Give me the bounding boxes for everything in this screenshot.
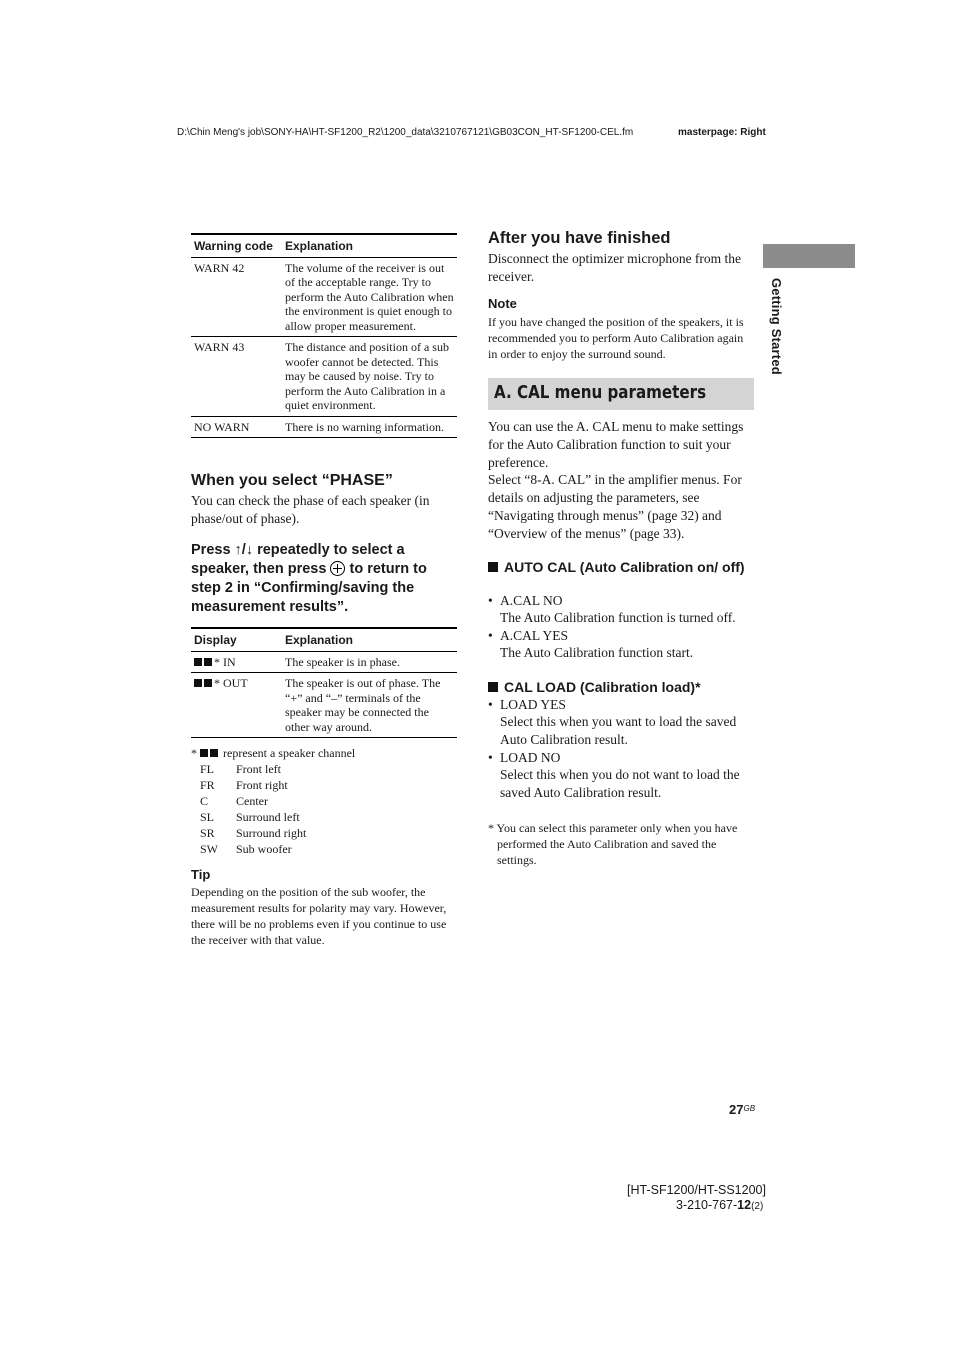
phase-intro: You can check the phase of each speaker (in phase/out of phase). [191, 493, 430, 526]
table-header: Display [191, 628, 282, 651]
channel-square-icon [204, 658, 212, 666]
page-number-suffix: GB [743, 1104, 756, 1113]
channel-code: SW [200, 842, 218, 856]
option-label: LOAD YES [500, 697, 566, 712]
warning-code: WARN 43 [191, 337, 282, 417]
bullet-dot: • [488, 750, 493, 765]
auto-cal-heading-text: AUTO CAL (Auto Calibration on/ off) [504, 559, 745, 575]
warning-code: NO WARN [191, 416, 282, 438]
section-tab-marker [763, 244, 855, 268]
masterpage-label: masterpage: Right [678, 127, 766, 138]
document-code-suffix: (2) [751, 1201, 764, 1212]
document-code [676, 1198, 763, 1212]
channel-square-icon [194, 658, 202, 666]
table-header: Explanation [282, 628, 457, 651]
option-description: Select this when you want to load the saved Auto Calibration result. [500, 714, 737, 747]
warning-explanation: There is no warning information. [282, 416, 457, 438]
table-row [191, 416, 457, 438]
display-explanation: The speaker is in phase. [282, 651, 457, 673]
tip-heading: Tip [191, 867, 211, 882]
channel-name: Front left [236, 762, 281, 776]
section-bullet-icon [488, 682, 498, 692]
option-label: A.CAL NO [500, 593, 563, 608]
channel-name: Surround left [236, 810, 300, 824]
page-number-value: 27 [729, 1102, 744, 1117]
section-tab-label: Getting Started [769, 278, 784, 375]
cal-load-heading [488, 679, 754, 695]
section-bullet-icon [488, 562, 498, 572]
display-label: * IN [214, 654, 236, 669]
channel-name: Sub woofer [236, 842, 292, 856]
table-header: Explanation [282, 234, 457, 257]
cal-load-footnote: * You can select this parameter only when you have performed the Auto Calibration and saved the settings. [488, 821, 738, 867]
display-explanation: The speaker is out of phase. The “+” and “–” terminals of the speaker may be connected the other way around. [282, 673, 457, 738]
channel-code: SL [200, 810, 215, 824]
footnote-title-text: represent a speaker channel [223, 746, 356, 760]
model-number: [HT-SF1200/HT-SS1200] [627, 1183, 766, 1197]
channel-footnote-title [191, 745, 355, 761]
channel-code: C [200, 794, 209, 808]
warning-explanation: The volume of the receiver is out of the acceptable range. Try to perform the Auto Calibration when the environment is quiet enough to allow proper measurement. [282, 257, 457, 337]
warning-explanation: The distance and position of a sub woofer cannot be detected. This may be caused by noise. Try to perform the Auto Calibration in a quiet environment. [282, 337, 457, 417]
warning-code: WARN 42 [191, 257, 282, 337]
channel-square-icon [200, 749, 208, 757]
bullet-dot: • [488, 628, 493, 643]
table-row [191, 337, 457, 417]
channel-code: SR [200, 826, 215, 840]
display-value [191, 673, 282, 738]
bullet-dot: • [488, 697, 493, 712]
channel-code: FL [200, 762, 215, 776]
option-description: The Auto Calibration function is turned off. [500, 610, 736, 625]
cal-load-heading-text: CAL LOAD (Calibration load)* [504, 679, 701, 695]
channel-square-icon [194, 679, 202, 687]
document-code-revision: 12 [737, 1198, 752, 1212]
step-text-part1: Press ↑/↓ repeatedly to select a speaker, then press [191, 542, 405, 577]
auto-cal-heading [488, 559, 754, 575]
phase-heading: When you select “PHASE” [191, 472, 393, 489]
channel-square-icon [204, 679, 212, 687]
table-row [191, 257, 457, 337]
table-row [191, 651, 457, 673]
warning-code-table [191, 233, 457, 438]
footnote-marker: * [191, 746, 197, 760]
option-description: Select this when you do not want to load the saved Auto Calibration result. [500, 767, 740, 800]
channel-square-icon [210, 749, 218, 757]
note-heading: Note [488, 296, 517, 311]
acal-intro: You can use the A. CAL menu to make settings for the Auto Calibration function to suit your preference. [488, 419, 744, 470]
table-header: Warning code [191, 234, 282, 257]
channel-name: Surround right [236, 826, 307, 840]
document-code-prefix: 3-210-767- [676, 1198, 738, 1212]
option-label: A.CAL YES [500, 628, 569, 643]
option-description: The Auto Calibration function start. [500, 645, 694, 660]
display-value [191, 651, 282, 673]
display-table [191, 627, 457, 738]
tip-text: Depending on the position of the sub woofer, the measurement results for polarity may vary. However, there will be no problems even if you continue to use the receiver with that value. [191, 885, 447, 947]
step-text-part2: to return to step 2 in “Confirming/saving the measurement results”. [191, 561, 427, 615]
phase-step-instruction [191, 541, 459, 617]
channel-code: FR [200, 778, 215, 792]
display-label: * OUT [214, 676, 248, 690]
after-finished-heading: After you have finished [488, 229, 671, 247]
acal-select-text: Select “8-A. CAL” in the amplifier menus. For details on adjusting the parameters, see “Navigating through menus” (page 32) and “Overview of the menus” (page 33). [488, 472, 742, 541]
note-text: If you have changed the position of the speakers, it is recommended you to perform Auto Calibration again in order to enjoy the surround sound. [488, 315, 744, 361]
enter-button-icon [330, 561, 345, 576]
section-banner-title: A. CAL menu parameters [494, 382, 707, 403]
table-row [191, 673, 457, 738]
page-number [729, 1102, 755, 1117]
option-label: LOAD NO [500, 750, 561, 765]
channel-name: Center [236, 794, 268, 808]
channel-name: Front right [236, 778, 288, 792]
after-finished-text: Disconnect the optimizer microphone from the receiver. [488, 251, 742, 284]
bullet-dot: • [488, 593, 493, 608]
file-path-header: D:\Chin Meng's job\SONY-HA\HT-SF1200_R2\1200_data\3210767121\GB03CON_HT-SF1200-CEL.fm [177, 127, 634, 138]
